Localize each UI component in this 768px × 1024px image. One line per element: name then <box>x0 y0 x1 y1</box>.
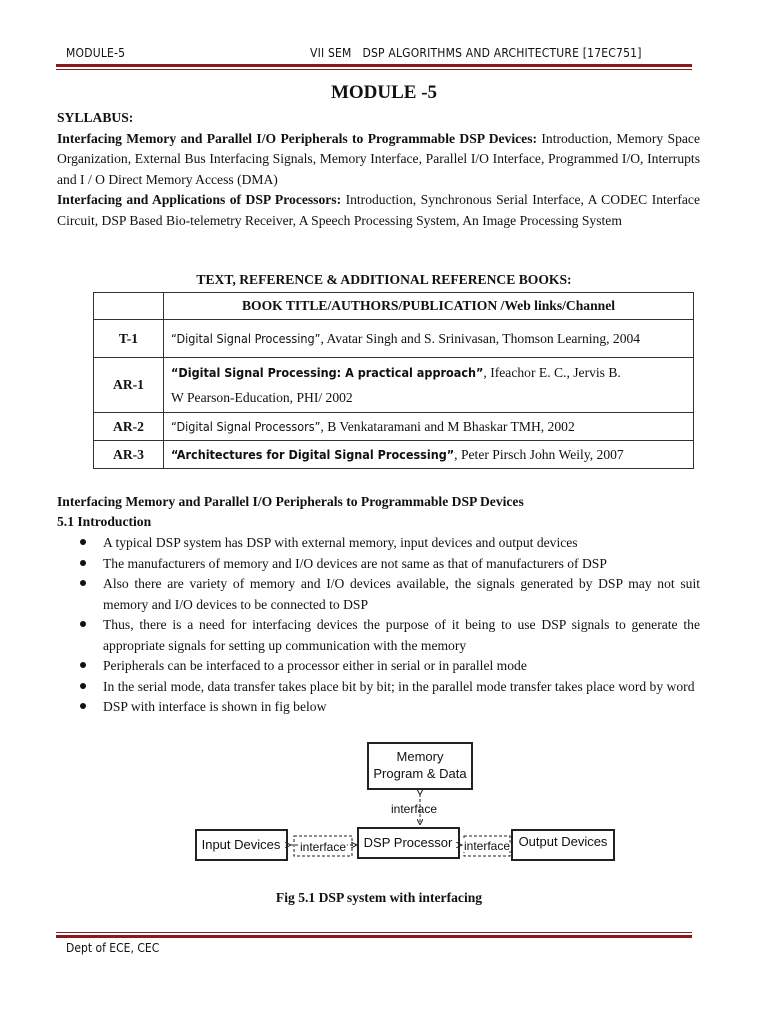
list-item: Also there are variety of memory and I/O devices available, the signals generated by DSP may not suit memory and I/O devices to be connected to DSP <box>57 574 700 615</box>
book-entry <box>164 358 694 413</box>
book-details: , Avatar Singh and S. Srinivasan, Thomson Learning, 2004 <box>320 331 641 346</box>
syllabus-part1-heading: Interfacing Memory and Parallel I/O Peripherals to Programmable DSP Devices: <box>57 130 538 146</box>
book-details: , Ifeachor E. C., Jervis B. <box>483 365 621 380</box>
book-title: “Digital Signal Processors” <box>171 419 321 434</box>
syllabus-label: SYLLABUS: <box>57 110 134 125</box>
table-row <box>94 441 694 469</box>
page-title: MODULE -5 <box>330 82 438 103</box>
list-item: DSP with interface is shown in fig below <box>57 697 700 718</box>
interface-label-left: interface <box>299 840 347 854</box>
table-row <box>94 358 694 413</box>
memory-label-2: Program & Data <box>373 766 467 781</box>
list-item: In the serial mode, data transfer takes place bit by bit; in the parallel mode transfer takes place word by word <box>57 677 700 698</box>
section-subheading: 5.1 Introduction <box>57 514 152 529</box>
book-details-line2: W Pearson-Education, PHI/ 2002 <box>171 390 353 405</box>
list-item: A typical DSP system has DSP with external memory, input devices and output devices <box>57 533 700 554</box>
book-code: T-1 <box>94 320 164 358</box>
header-rule <box>56 64 692 67</box>
book-title: “Architectures for Digital Signal Processing” <box>171 447 455 462</box>
book-title: “Digital Signal Processing: A practical approach” <box>171 365 484 380</box>
books-header-blank <box>94 293 164 320</box>
interface-label-right: interface <box>463 839 511 853</box>
footer-dept: Dept of ECE, CEC <box>66 941 160 955</box>
footer-rule-thin <box>56 932 692 933</box>
memory-label: Memory <box>396 749 444 764</box>
books-header-row <box>94 293 694 320</box>
syllabus-part2 <box>57 190 700 231</box>
book-entry <box>164 413 694 441</box>
interface-label-top: interface <box>390 802 438 816</box>
book-code: AR-3 <box>94 441 164 469</box>
intro-bullets <box>57 533 700 718</box>
list-item: The manufacturers of memory and I/O devices are not same as that of manufacturers of DSP <box>57 554 700 575</box>
book-code: AR-2 <box>94 413 164 441</box>
books-column-header: BOOK TITLE/AUTHORS/PUBLICATION /Web links/Channel <box>164 293 694 320</box>
header-module: MODULE-5 <box>66 46 126 60</box>
book-entry <box>164 441 694 469</box>
book-code: AR-1 <box>94 358 164 413</box>
header-rule-thin <box>56 69 692 70</box>
books-heading: TEXT, REFERENCE & ADDITIONAL REFERENCE BOOKS: <box>196 272 572 287</box>
figure-caption: Fig 5.1 DSP system with interfacing <box>275 890 483 905</box>
footer-rule <box>56 935 692 938</box>
syllabus-part1 <box>57 129 700 191</box>
syllabus-part1-topics: Introduction, Memory Space Organization, External Bus Interfacing Signals, Memory Interface, Parallel I/O Interface, Programmed I/O, Interrupts and I / O Direct Memory Access (DMA) <box>57 130 700 187</box>
input-devices-label: Input Devices <box>201 837 281 852</box>
header-course: VII SEM DSP ALGORITHMS AND ARCHITECTURE [17EC751] <box>310 46 642 60</box>
book-details: , B Venkataramani and M Bhaskar TMH, 2002 <box>320 419 575 434</box>
output-devices-label: Output Devices <box>518 834 608 849</box>
list-item: Thus, there is a need for interfacing devices the purpose of it being to use DSP signals to generate the appropriate signals for setting up communication with the memory <box>57 615 700 656</box>
book-title: “Digital Signal Processing” <box>171 331 321 346</box>
list-item: Peripherals can be interfaced to a processor either in serial or in parallel mode <box>57 656 700 677</box>
books-table <box>93 292 694 469</box>
syllabus-part2-topics: Introduction, Synchronous Serial Interface, A CODEC Interface Circuit, DSP Based Bio-telemetry Receiver, A Speech Processing System, An Image Processing System <box>57 192 700 228</box>
syllabus <box>57 108 700 231</box>
dsp-processor-label: DSP Processor <box>363 835 453 850</box>
dsp-system-diagram <box>190 738 620 868</box>
book-entry <box>164 320 694 358</box>
section-heading: Interfacing Memory and Parallel I/O Peripherals to Programmable DSP Devices <box>57 494 524 509</box>
book-details: , Peter Pirsch John Weily, 2007 <box>454 447 624 462</box>
syllabus-part2-heading: Interfacing and Applications of DSP Processors: <box>57 192 342 207</box>
table-row <box>94 413 694 441</box>
table-row <box>94 320 694 358</box>
